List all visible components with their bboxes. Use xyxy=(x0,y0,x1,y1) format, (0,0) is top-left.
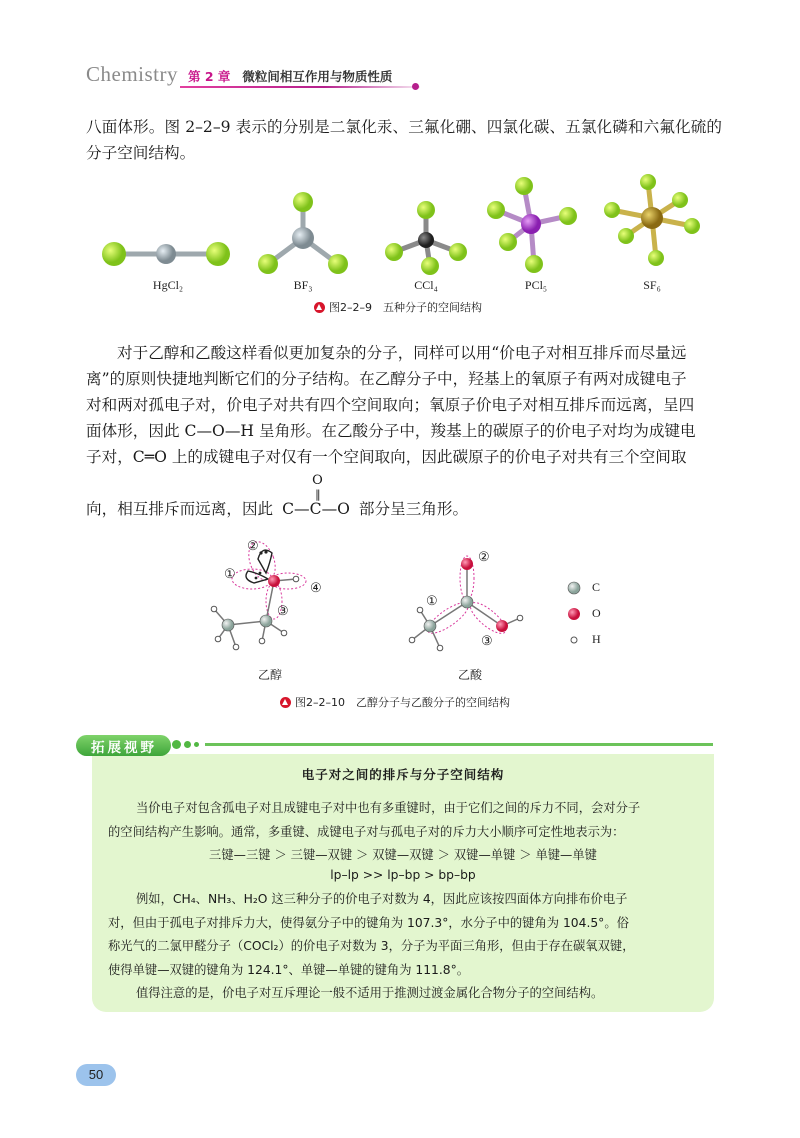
chapter-number: 第 2 章 xyxy=(188,69,231,84)
formula-double-bond: ‖ xyxy=(315,488,321,501)
text-line: 对和两对孤电子对，价电子对共有四个空间取向；氧原子价电子对相互排斥而远离，呈四 xyxy=(86,396,695,414)
acetic-num-2: ② xyxy=(478,549,490,564)
legend-oxygen-icon xyxy=(566,606,582,622)
text-line: 当价电子对包含孤电子对且成键电子对中也有多重键时，由于它们之间的斥力不同，会对分子 xyxy=(136,801,641,815)
chapter-title: 微粒间相互作用与物质性质 xyxy=(242,69,393,84)
page-number: 50 xyxy=(76,1064,116,1086)
ethanol-model xyxy=(200,535,340,665)
text-line: 称光气的二氯甲醛分子（COCl₂）的价电子对数为 3，分子为平面三角形，但由于存在碳氧双键， xyxy=(108,939,635,953)
caption-text: 图2–2–10 乙醇分子与乙酸分子的空间结构 xyxy=(295,696,510,709)
ethanol-num-2: ② xyxy=(247,538,259,553)
formula-oxygen: O xyxy=(312,473,323,488)
legend-hydrogen-icon xyxy=(566,632,582,648)
legend-carbon-icon xyxy=(566,580,582,596)
text-line: 对，但由于孤电子对排斥力大，使得氨分子中的键角为 107.3°，水分子中的键角为 104.5°。俗 xyxy=(108,915,629,930)
ethanol-num-3: ③ xyxy=(277,603,289,618)
pcl5-model xyxy=(486,176,580,274)
label-pcl5: PCl₅ xyxy=(524,278,548,292)
running-header xyxy=(86,62,392,86)
paragraph-intro: 八面体形。图 2–2–9 表示的分别是二氯化汞、三氟化硼、四氯化碳、五氯化磷和六氟化硫的分子空间结构。 xyxy=(86,118,722,162)
repulsion-order-bonds: 三键—三键 ＞ 三键—双键 ＞ 双键—双键 ＞ 双键—单键 ＞ 单键—单键 xyxy=(209,848,597,862)
label-bf3: BF₃ xyxy=(293,278,313,292)
formula-chain: C—C—O xyxy=(282,500,350,518)
label-hgcl2: HgCl₂ xyxy=(152,278,184,292)
text-line: 对于乙醇和乙酸这样看似更加复杂的分子，同样可以用“价电子对相互排斥而尽量远 xyxy=(117,344,687,362)
legend-oxygen: O xyxy=(592,606,601,620)
acetic-num-1: ① xyxy=(426,593,438,608)
text-line: 面体形，因此 C—O—H 呈角形。在乙酸分子中，羧基上的碳原子的价电子对均为成键电 xyxy=(86,422,696,440)
bf3-model xyxy=(256,190,350,280)
legend-carbon: C xyxy=(592,580,601,594)
subject-title: Chemistry xyxy=(86,62,178,86)
text-line: 使得单键—双键的键角为 124.1°、单键—单键的键角为 111.8°。 xyxy=(108,962,470,977)
extension-tag: 拓展视野 xyxy=(91,740,157,756)
text-line: 离”的原则快捷地判断它们的分子结构。在乙醇分子中，羟基上的氧原子有两对成键电子 xyxy=(86,370,687,388)
ethanol-num-4: ④ xyxy=(310,580,322,595)
ccl4-model xyxy=(384,200,468,276)
figure-marker-icon xyxy=(314,302,325,313)
ethanol-label: 乙醇 xyxy=(258,668,283,682)
header-rule xyxy=(180,86,420,88)
acetic-acid-model xyxy=(400,548,540,660)
label-ccl4: CCl₄ xyxy=(414,278,438,292)
extension-paragraph-1 xyxy=(108,797,698,844)
extension-paragraph-2 xyxy=(108,888,698,1006)
ethanol-num-1: ① xyxy=(224,566,236,581)
text-line: 子对，C═O 上的成键电子对仅有一个空间取向，因此碳原子的价电子对共有三个空间取 xyxy=(86,448,687,466)
caption-text: 图2–2–9 五种分子的空间结构 xyxy=(329,301,482,314)
hgcl2-model xyxy=(96,222,236,282)
figure-caption-2-2-10 xyxy=(280,694,510,710)
figure-marker-icon xyxy=(280,697,291,708)
text-segment: 部分呈三角形。 xyxy=(358,500,469,518)
text-line: 的空间结构产生影响。通常，多重键、成键电子对与孤电子对的斥力大小顺序可定性地表示为： xyxy=(108,824,625,839)
structural-formula xyxy=(282,473,350,522)
acetic-num-3: ③ xyxy=(481,633,493,648)
sf6-model xyxy=(600,174,704,268)
legend-hydrogen: H xyxy=(592,632,601,646)
paragraph-ethanol-acetic xyxy=(86,340,722,470)
extension-heading: 电子对之间的排斥与分子空间结构 xyxy=(301,767,505,782)
text-segment: 向，相互排斥而远离，因此 xyxy=(86,500,274,518)
extension-rule xyxy=(205,743,713,746)
label-sf6: SF₆ xyxy=(643,278,661,292)
acetic-label: 乙酸 xyxy=(458,668,483,682)
figure-caption-2-2-9 xyxy=(314,299,482,315)
text-line: 例如，CH₄、NH₃、H₂O 这三种分子的价电子对数为 4，因此应该按四面体方向排布价电子 xyxy=(136,892,628,906)
header-dot xyxy=(412,83,419,90)
repulsion-order-pairs: lp–lp >> lp–bp > bp–bp xyxy=(330,868,476,882)
paragraph-last-line xyxy=(86,473,722,522)
text-line: 值得注意的是，价电子对互斥理论一般不适用于推测过渡金属化合物分子的空间结构。 xyxy=(136,986,604,1000)
